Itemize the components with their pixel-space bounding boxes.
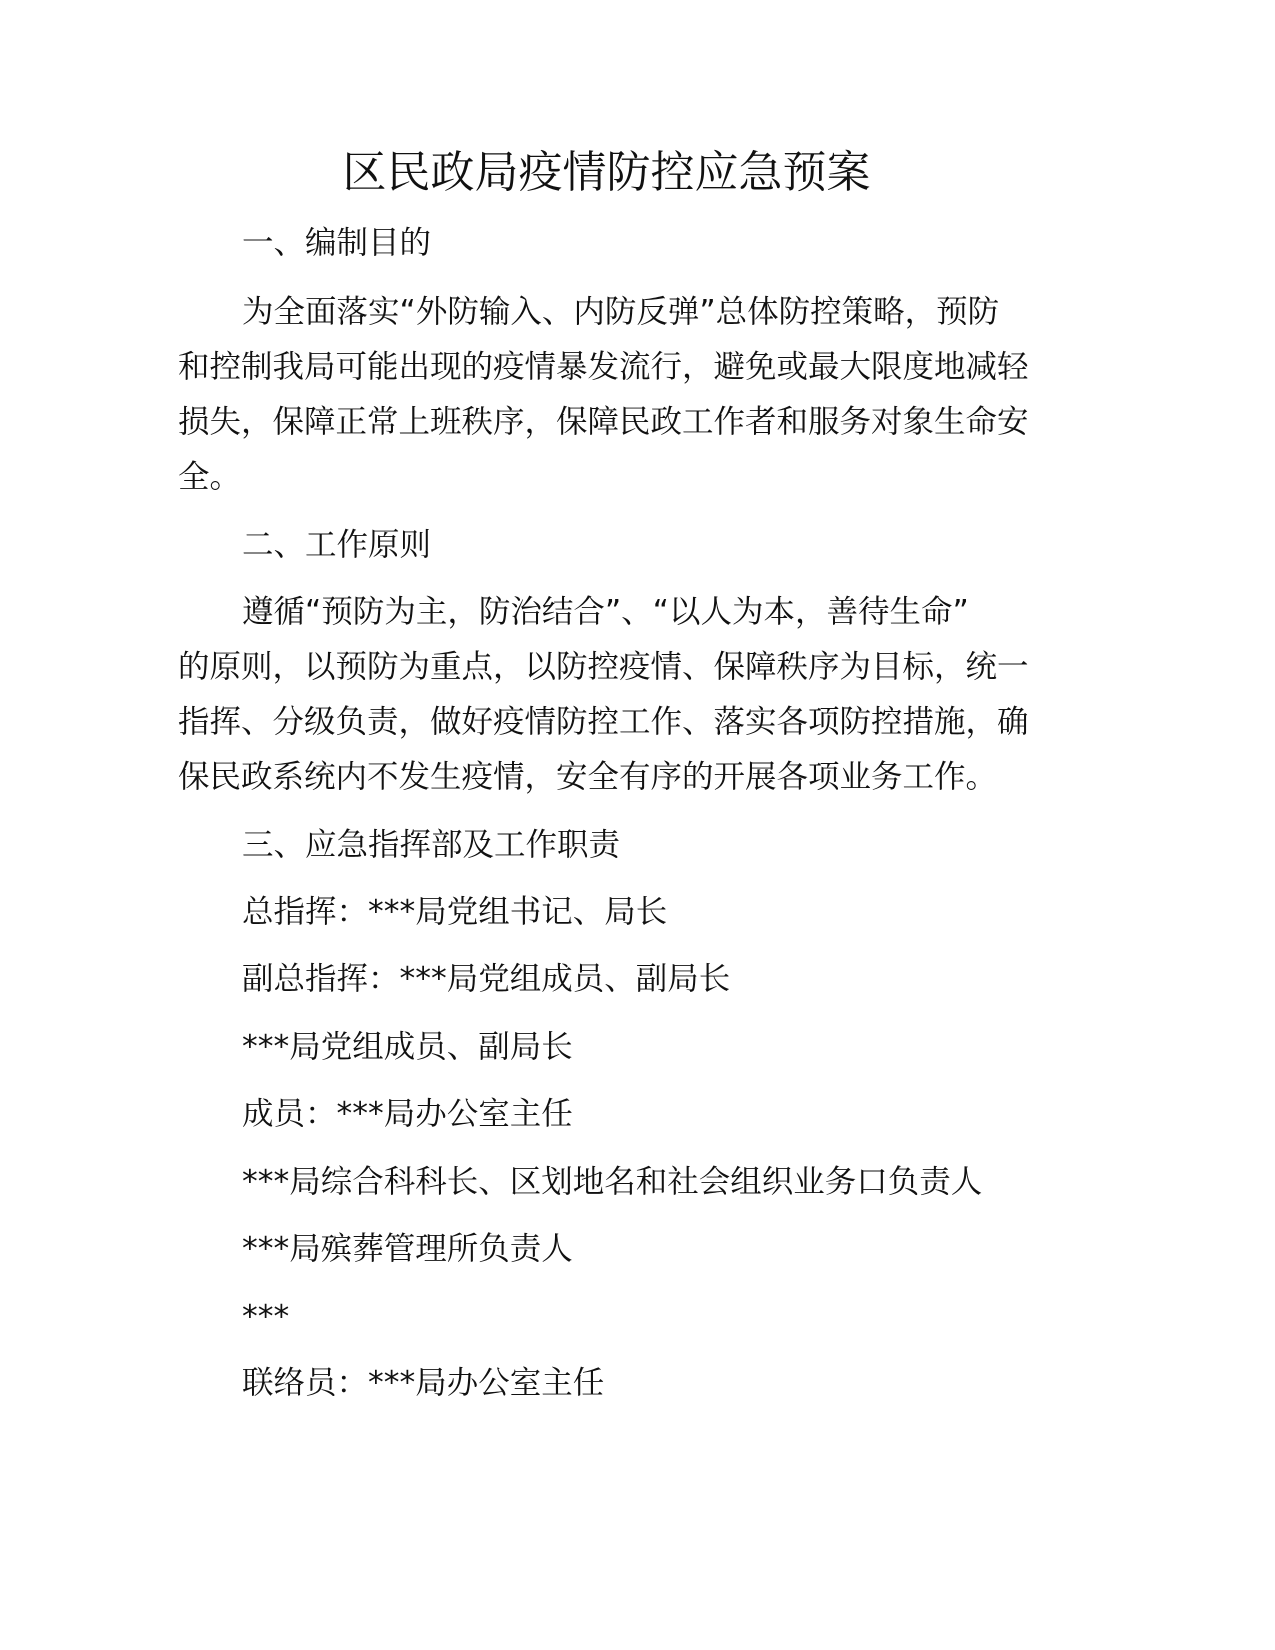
member-line: 联络员：***局办公室主任 xyxy=(242,1365,605,1401)
paragraph-line: 和控制我局可能出现的疫情暴发流行，避免或最大限度地减轻 xyxy=(178,349,1029,385)
member-line: 副总指挥：***局党组成员、副局长 xyxy=(242,961,731,997)
member-line: ***局综合科科长、区划地名和社会组织业务口负责人 xyxy=(242,1164,983,1200)
member-line: 总指挥：***局党组书记、局长 xyxy=(242,894,668,930)
member-line: ***局殡葬管理所负责人 xyxy=(242,1231,573,1267)
section-heading-purpose: 一、编制目的 xyxy=(242,225,432,261)
section-heading-command: 三、应急指挥部及工作职责 xyxy=(242,827,621,863)
paragraph-line: 为全面落实“外防输入、内防反弹”总体防控策略，预防 xyxy=(242,294,1000,330)
paragraph-line: 保民政系统内不发生疫情，安全有序的开展各项业务工作。 xyxy=(178,759,998,795)
member-line: ***局党组成员、副局长 xyxy=(242,1029,573,1065)
document-title: 区民政局疫情防控应急预案 xyxy=(342,147,871,198)
paragraph-line: 指挥、分级负责，做好疫情防控工作、落实各项防控措施，确 xyxy=(178,704,1029,740)
member-line: 成员：***局办公室主任 xyxy=(242,1096,573,1132)
member-line: *** xyxy=(242,1299,290,1335)
paragraph-line: 的原则，以预防为重点，以防控疫情、保障秩序为目标，统一 xyxy=(178,649,1029,685)
paragraph-line: 全。 xyxy=(178,459,242,495)
paragraph-line: 遵循“预防为主，防治结合”、“以人为本，善待生命” xyxy=(242,594,969,630)
paragraph-line: 损失，保障正常上班秩序，保障民政工作者和服务对象生命安 xyxy=(178,404,1029,440)
section-heading-principles: 二、工作原则 xyxy=(242,527,432,563)
